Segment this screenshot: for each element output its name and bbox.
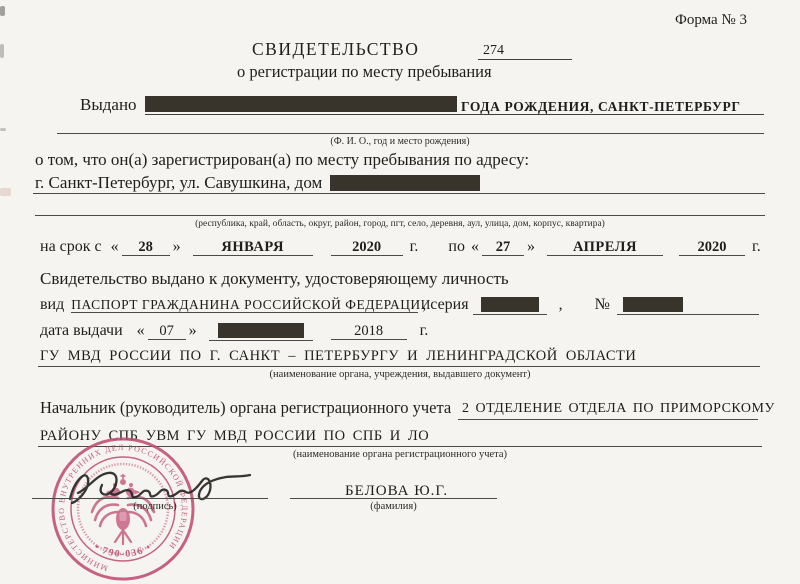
authority-label: Начальник (руководитель) органа регистрационного учета <box>40 398 452 417</box>
stamp-number: • 790-036 • <box>92 541 155 560</box>
issuer-underline <box>38 366 760 367</box>
period-to-day: 27 <box>482 239 524 256</box>
authority-value1-text: 2 ОТДЕЛЕНИЕ ОТДЕЛА ПО ПРИМОРСКОМУ <box>462 401 775 416</box>
surname-text: БЕЛОВА Ю.Г. <box>345 483 449 499</box>
document-title: СВИДЕТЕЛЬСТВО <box>252 39 420 59</box>
period-from-year: 2020 <box>331 239 403 256</box>
authority-caption: (наименование органа регистрационного учета) <box>292 449 508 460</box>
issue-day: 07 <box>148 323 186 340</box>
type-label: вид <box>40 296 65 313</box>
redacted-number <box>623 297 683 312</box>
issuer-caption: (наименование органа, учреждения, выдавшего документ) <box>269 369 531 380</box>
year-suffix: г. <box>409 238 419 255</box>
stamp-ring-text: МИНИСТЕРСТВО ВНУТРЕННИХ ДЕЛ РОССИЙСКОЙ ФЕДЕРАЦИИ <box>56 442 190 573</box>
redacted-series <box>481 297 539 312</box>
year-suffix: г. <box>751 238 761 255</box>
address-line2 <box>35 215 765 216</box>
period-from-month: ЯНВАРЯ <box>193 239 313 256</box>
address-underline <box>33 193 765 194</box>
form-number-label: Форма № 3 <box>675 12 747 28</box>
series-blank <box>473 296 547 315</box>
number-label: № <box>594 296 610 313</box>
fio-caption: (Ф. И. О., год и место рождения) <box>330 136 470 147</box>
redacted-house-number <box>330 175 480 191</box>
year-suffix: г. <box>419 322 429 339</box>
scan-artifact <box>0 44 4 58</box>
period-to-year: 2020 <box>679 239 745 256</box>
redacted-name <box>145 96 457 112</box>
number-blank <box>617 296 759 315</box>
fio-line <box>57 133 764 134</box>
scan-artifact <box>0 6 5 16</box>
series-comma: , <box>558 296 563 313</box>
issue-month-blank <box>209 322 313 341</box>
authority-value-line2: РАЙОНУ СПБ УВМ ГУ МВД РОССИИ ПО СПБ И ЛО <box>40 428 430 444</box>
issue-year: 2018 <box>331 323 407 340</box>
address-text: г. Санкт-Петербург, ул. Савушкина, дом <box>35 173 323 192</box>
scan-artifact <box>0 188 11 196</box>
address-caption: (республика, край, область, округ, район, город, пгт, село, деревня, аул, улица, дом, корпус, квартира) <box>195 219 605 229</box>
quote-close: » <box>526 238 535 255</box>
quote-open: « <box>110 238 119 255</box>
quote-close: » <box>172 238 181 255</box>
document-type-row <box>40 296 759 315</box>
document-subtitle: о регистрации по месту пребывания <box>237 62 492 81</box>
signature-caption: (подпись) <box>133 501 177 512</box>
issued-value: ГОДА РОЖДЕНИЯ, САНКТ-ПЕТЕРБУРГ <box>461 99 741 114</box>
quote-open: « <box>470 238 479 255</box>
period-from-day: 28 <box>122 239 170 256</box>
issue-date-row <box>40 322 428 341</box>
issue-date-label: дата выдачи <box>40 322 123 339</box>
authority-value-line1 <box>458 398 775 420</box>
period-prefix: на срок с <box>40 238 102 255</box>
series-label: , серия <box>422 296 469 313</box>
issuer-text: ГУ МВД РОССИИ ПО Г. САНКТ – ПЕТЕРБУРГУ И ЛЕНИНГРАДСКОЙ ОБЛАСТИ <box>40 348 637 364</box>
document-statement: Свидетельство выдано к документу, удостоверяющему личность <box>40 269 509 288</box>
type-value: ПАСПОРТ ГРАЖДАНИНА РОССИЙСКОЙ ФЕДЕРАЦИИ <box>71 297 431 312</box>
signature-line <box>32 498 268 499</box>
surname-line <box>290 498 497 499</box>
surname-caption: (фамилия) <box>370 501 417 512</box>
certificate-number-blank <box>478 40 572 60</box>
period-row <box>40 238 761 256</box>
issued-underline <box>145 114 764 115</box>
quote-open: « <box>136 322 145 339</box>
certificate-number: 274 <box>483 43 504 58</box>
period-to-prefix: по <box>448 238 465 255</box>
period-to-month: АПРЕЛЯ <box>547 239 663 256</box>
issued-label: Выдано <box>80 95 137 114</box>
quote-close: » <box>188 322 197 339</box>
registration-statement: о том, что он(а) зарегистрирован(а) по месту пребывания по адресу: <box>35 150 530 169</box>
redacted-issue-month <box>218 323 304 338</box>
scan-artifact <box>0 128 6 131</box>
